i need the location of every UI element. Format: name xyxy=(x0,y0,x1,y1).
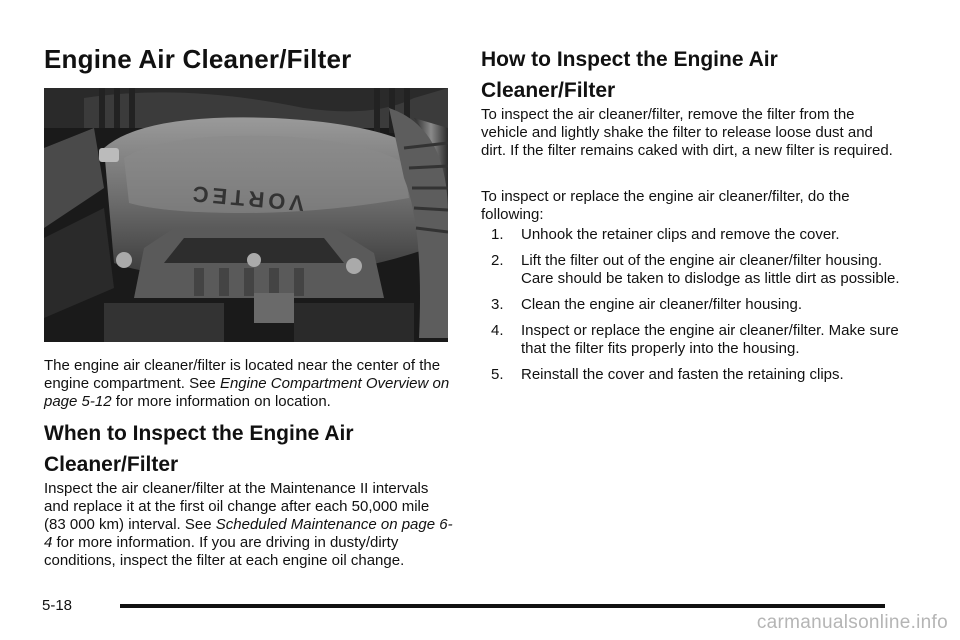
list-item: 2. Lift the filter out of the engine air cleaner/filter housing. Care should be taken to dislodge as little dirt as possible. xyxy=(491,252,900,287)
list-item: 1. Unhook the retainer clips and remove the cover. xyxy=(491,226,840,243)
page-title: Engine Air Cleaner/Filter xyxy=(44,44,352,74)
footer-rule xyxy=(120,604,885,608)
inspect-paragraph: To inspect the air cleaner/filter, remove the filter from the vehicle and lightly shake the filter to release loose dust and dirt. If the filter remains caked with dirt, a new filter is required. xyxy=(481,106,893,159)
list-item: 3. Clean the engine air cleaner/filter housing. xyxy=(491,296,803,313)
location-paragraph: The engine air cleaner/filter is located near the center of the engine compartment. See Engine Compartment Overview on page 5-12 for more information on location. xyxy=(44,357,450,410)
replace-intro-paragraph: To inspect or replace the engine air cleaner/filter, do the following: xyxy=(481,188,850,223)
engine-compartment-reference: Engine Compartment Overview on page 5-12 xyxy=(44,375,450,410)
housing-lettering: VORTEC xyxy=(187,180,306,216)
inspection-interval-paragraph: Inspect the air cleaner/filter at the Maintenance II intervals and replace it at the first oil change after each 50,000 mile (83 000 km) interval. See Scheduled Maintenance on page 6-4 for more information. If you are driving in dusty/dirty conditions, inspect the filter at each engine oil change. xyxy=(44,480,453,569)
list-item: 4. Inspect or replace the engine air cleaner/filter. Make sure that the filter fits properly into the housing. xyxy=(491,322,899,357)
list-item: 5. Reinstall the cover and fasten the retaining clips. xyxy=(491,366,844,383)
scheduled-maintenance-reference: Scheduled Maintenance on page 6-4 xyxy=(44,516,453,551)
page-number: 5-18 xyxy=(42,597,73,614)
steps-list xyxy=(481,226,901,392)
when-to-inspect-heading: When to Inspect the Engine Air Cleaner/Filter xyxy=(44,422,354,476)
engine-air-cleaner-photo xyxy=(44,88,448,342)
how-to-inspect-heading: How to Inspect the Engine Air Cleaner/Filter xyxy=(481,48,778,102)
watermark: carmanualsonline.info xyxy=(756,612,948,633)
